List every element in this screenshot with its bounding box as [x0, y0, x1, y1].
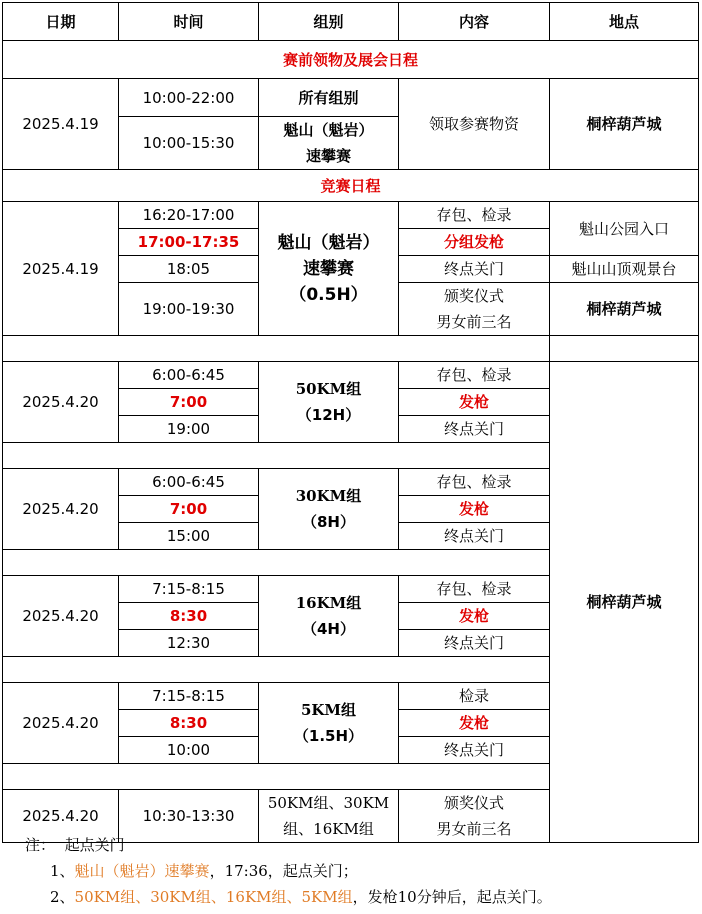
race-30-group-name: 30KM组: [295, 487, 362, 505]
race-30-content-2: 发枪: [399, 496, 550, 523]
note-1-prefix: 1、: [50, 862, 75, 880]
notes: [0, 832, 698, 910]
header-time: 时间: [119, 3, 259, 41]
race-5-time-2: 8:30: [119, 710, 259, 737]
header-row: [3, 3, 699, 41]
race-5-time-3: 10:00: [119, 737, 259, 764]
race-30-content-1: 存包、检录: [399, 469, 550, 496]
note-2-highlight: 50KM组、30KM组、16KM组、5KM组: [74, 888, 353, 906]
note-2-rest: ，发枪10分钟后，起点关门。: [352, 888, 552, 906]
race-30-time-2: 7:00: [119, 496, 259, 523]
race-50-content-1: 存包、检录: [399, 362, 550, 389]
header-date: 日期: [3, 3, 119, 41]
climb-time-1: 16:20-17:00: [119, 202, 259, 229]
race-16-duration: （4H）: [302, 620, 355, 638]
climb-content-4-line-2: 男女前三名: [436, 313, 512, 331]
climb-place-3: 魁山山顶观景台: [550, 256, 699, 283]
pre-time-1: 10:00-22:00: [119, 79, 259, 117]
climb-group-line-2: 速攀赛: [303, 258, 354, 279]
award-content-line-1: 颁奖仪式: [443, 794, 504, 812]
race-30-date: 2025.4.20: [3, 469, 119, 550]
note-1-rest: ，17:36，起点关门；: [209, 862, 358, 880]
race-16-date: 2025.4.20: [3, 576, 119, 657]
climb-content-4: [399, 283, 550, 336]
race-50-date: 2025.4.20: [3, 362, 119, 443]
spacer-place: [550, 336, 699, 362]
climb-group-line-1: 魁山（魁岩）: [277, 232, 380, 253]
race-50-time-2: 7:00: [119, 389, 259, 416]
climb-content-1: 存包、检录: [399, 202, 550, 229]
note-1-highlight: 魁山（魁岩）速攀赛: [74, 862, 210, 880]
pre-time-2: 10:00-15:30: [119, 117, 259, 170]
climb-content-4-line-1: 颁奖仪式: [443, 287, 504, 305]
race-50-time-3: 19:00: [119, 416, 259, 443]
schedule-table: [2, 2, 699, 843]
climb-place-1: 魁山公园入口: [550, 202, 699, 256]
race-16-content-3: 终点关门: [399, 630, 550, 657]
race-50-group-name: 50KM组: [295, 380, 362, 398]
race-30-time-3: 15:00: [119, 523, 259, 550]
race-30-content-3: 终点关门: [399, 523, 550, 550]
award-date: 2025.4.20: [3, 790, 119, 843]
race-5-date: 2025.4.20: [3, 683, 119, 764]
pre-place: 桐梓葫芦城: [550, 79, 699, 170]
spacer-row: [3, 443, 550, 469]
pre-group-2: 魁山（魁岩）速攀赛: [259, 117, 399, 170]
race-16-content-1: 存包、检录: [399, 576, 550, 603]
award-group-line-1: 50KM组、30KM: [267, 794, 390, 812]
award-group-line-2: 组、16KM组: [283, 820, 374, 838]
climb-time-3: 18:05: [119, 256, 259, 283]
race-30-time-1: 6:00-6:45: [119, 469, 259, 496]
pre-content: 领取参赛物资: [399, 79, 550, 170]
race-16-time-2: 8:30: [119, 603, 259, 630]
award-time: 10:30-13:30: [119, 790, 259, 843]
climb-group-line-3: （0.5H）: [289, 284, 368, 305]
race-16-group: [259, 576, 399, 657]
race-16-group-name: 16KM组: [295, 594, 362, 612]
section-title-race: 竞赛日程: [3, 170, 699, 202]
climb-date: 2025.4.19: [3, 202, 119, 336]
note-head: [0, 832, 698, 858]
race-16-time-1: 7:15-8:15: [119, 576, 259, 603]
spacer-row: [3, 764, 550, 790]
race-5-group-name: 5KM组: [300, 701, 357, 719]
note-head-text: 起点关门: [64, 836, 125, 854]
race-5-time-1: 7:15-8:15: [119, 683, 259, 710]
note-head-label: 注：: [25, 836, 56, 854]
race-5-duration: （1.5H）: [293, 727, 364, 745]
race-50-duration: （12H）: [296, 406, 361, 424]
race-5-content-1: 检录: [399, 683, 550, 710]
climb-time-2: 17:00-17:35: [119, 229, 259, 256]
climb-content-3: 终点关门: [399, 256, 550, 283]
climb-content-2: 分组发枪: [399, 229, 550, 256]
header-place: 地点: [550, 3, 699, 41]
header-group: 组别: [259, 3, 399, 41]
spacer-row: [3, 550, 550, 576]
race-16-content-2: 发枪: [399, 603, 550, 630]
header-content: 内容: [399, 3, 550, 41]
race-50-group: [259, 362, 399, 443]
spacer-row: [3, 336, 550, 362]
section-title-pre: 赛前领物及展会日程: [3, 41, 699, 79]
climb-time-4: 19:00-19:30: [119, 283, 259, 336]
note-item-1: [0, 858, 698, 884]
pre-date: 2025.4.19: [3, 79, 119, 170]
climb-place-4: 桐梓葫芦城: [550, 283, 699, 336]
pre-group-1: 所有组别: [259, 79, 399, 117]
note-item-2: [0, 884, 698, 910]
race-50-time-1: 6:00-6:45: [119, 362, 259, 389]
race-30-duration: （8H）: [302, 513, 355, 531]
shared-place: 桐梓葫芦城: [550, 362, 699, 843]
climb-group: [259, 202, 399, 336]
race-5-content-3: 终点关门: [399, 737, 550, 764]
race-16-time-3: 12:30: [119, 630, 259, 657]
race-5-content-2: 发枪: [399, 710, 550, 737]
race-30-group: [259, 469, 399, 550]
race-50-content-3: 终点关门: [399, 416, 550, 443]
race-50-content-2: 发枪: [399, 389, 550, 416]
note-2-prefix: 2、: [50, 888, 75, 906]
spacer-row: [3, 657, 550, 683]
award-content-line-2: 男女前三名: [436, 820, 512, 838]
race-5-group: [259, 683, 399, 764]
